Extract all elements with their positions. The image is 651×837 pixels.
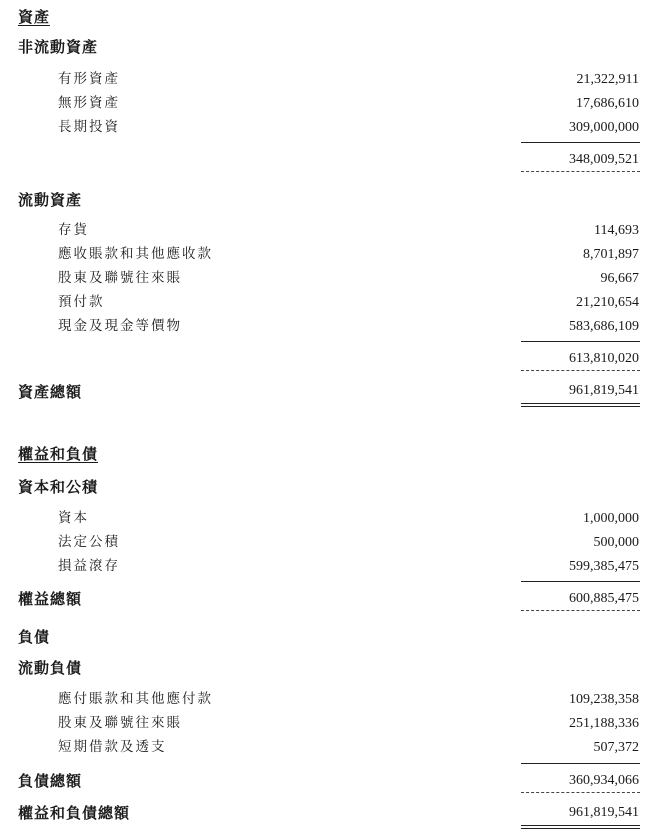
line-item-value: 114,693: [594, 223, 639, 238]
equity-total-value: 600,885,475: [569, 591, 639, 606]
current-assets-heading: 流動資產: [18, 191, 83, 209]
liabilities-heading: 負債: [18, 628, 51, 646]
subtotal-dashed-rule: [521, 610, 640, 611]
subtotal-dashed-rule: [521, 792, 640, 793]
line-item-label: 無形資產: [58, 95, 120, 111]
line-item-label: 長期投資: [58, 119, 120, 135]
line-item-label: 資本: [58, 510, 89, 526]
subtotal-rule: [521, 581, 640, 582]
line-item-value: 500,000: [593, 535, 639, 550]
line-item-label: 現金及現金等價物: [58, 318, 182, 334]
current-assets-subtotal: 613,810,020: [569, 351, 639, 366]
subtotal-rule: [521, 341, 640, 342]
current-liabilities-heading: 流動負債: [18, 659, 83, 677]
total-assets-value: 961,819,541: [569, 383, 639, 398]
equity-total-label: 權益總額: [18, 590, 83, 608]
liabilities-total-value: 360,934,066: [569, 773, 639, 788]
liabilities-total-label: 負債總額: [18, 772, 83, 790]
line-item-value: 251,188,336: [569, 716, 639, 731]
assets-heading: 資產: [18, 8, 51, 26]
line-item-label: 預付款: [58, 294, 105, 310]
line-item-value: 309,000,000: [569, 120, 639, 135]
line-item-label: 法定公積: [58, 534, 120, 550]
total-double-rule: [521, 825, 640, 829]
line-item-label: 損益滾存: [58, 558, 120, 574]
capital-reserves-heading: 資本和公積: [18, 478, 99, 496]
equity-liabilities-heading: 權益和負債: [18, 445, 99, 463]
line-item-label: 有形資產: [58, 71, 120, 87]
line-item-value: 109,238,358: [569, 692, 639, 707]
line-item-value: 507,372: [593, 740, 639, 755]
line-item-value: 21,322,911: [576, 72, 639, 87]
grand-total-value: 961,819,541: [569, 805, 639, 820]
total-double-rule: [521, 403, 640, 407]
line-item-value: 599,385,475: [569, 559, 639, 574]
line-item-value: 8,701,897: [583, 247, 639, 262]
line-item-label: 應收賬款和其他應收款: [58, 246, 213, 262]
line-item-value: 583,686,109: [569, 319, 639, 334]
line-item-value: 21,210,654: [576, 295, 639, 310]
line-item-label: 應付賬款和其他應付款: [58, 691, 213, 707]
line-item-label: 股東及聯號往來賬: [58, 270, 182, 286]
line-item-label: 短期借款及透支: [58, 739, 167, 755]
grand-total-label: 權益和負債總額: [18, 804, 131, 822]
line-item-label: 股東及聯號往來賬: [58, 715, 182, 731]
line-item-value: 1,000,000: [583, 511, 639, 526]
non-current-subtotal: 348,009,521: [569, 152, 639, 167]
subtotal-rule: [521, 763, 640, 764]
non-current-assets-heading: 非流動資產: [18, 38, 99, 56]
line-item-value: 96,667: [600, 271, 639, 286]
subtotal-dashed-rule: [521, 370, 640, 371]
subtotal-dashed-rule: [521, 171, 640, 172]
subtotal-rule: [521, 142, 640, 143]
line-item-value: 17,686,610: [576, 96, 639, 111]
total-assets-label: 資產總額: [18, 383, 83, 401]
line-item-label: 存貨: [58, 222, 89, 238]
